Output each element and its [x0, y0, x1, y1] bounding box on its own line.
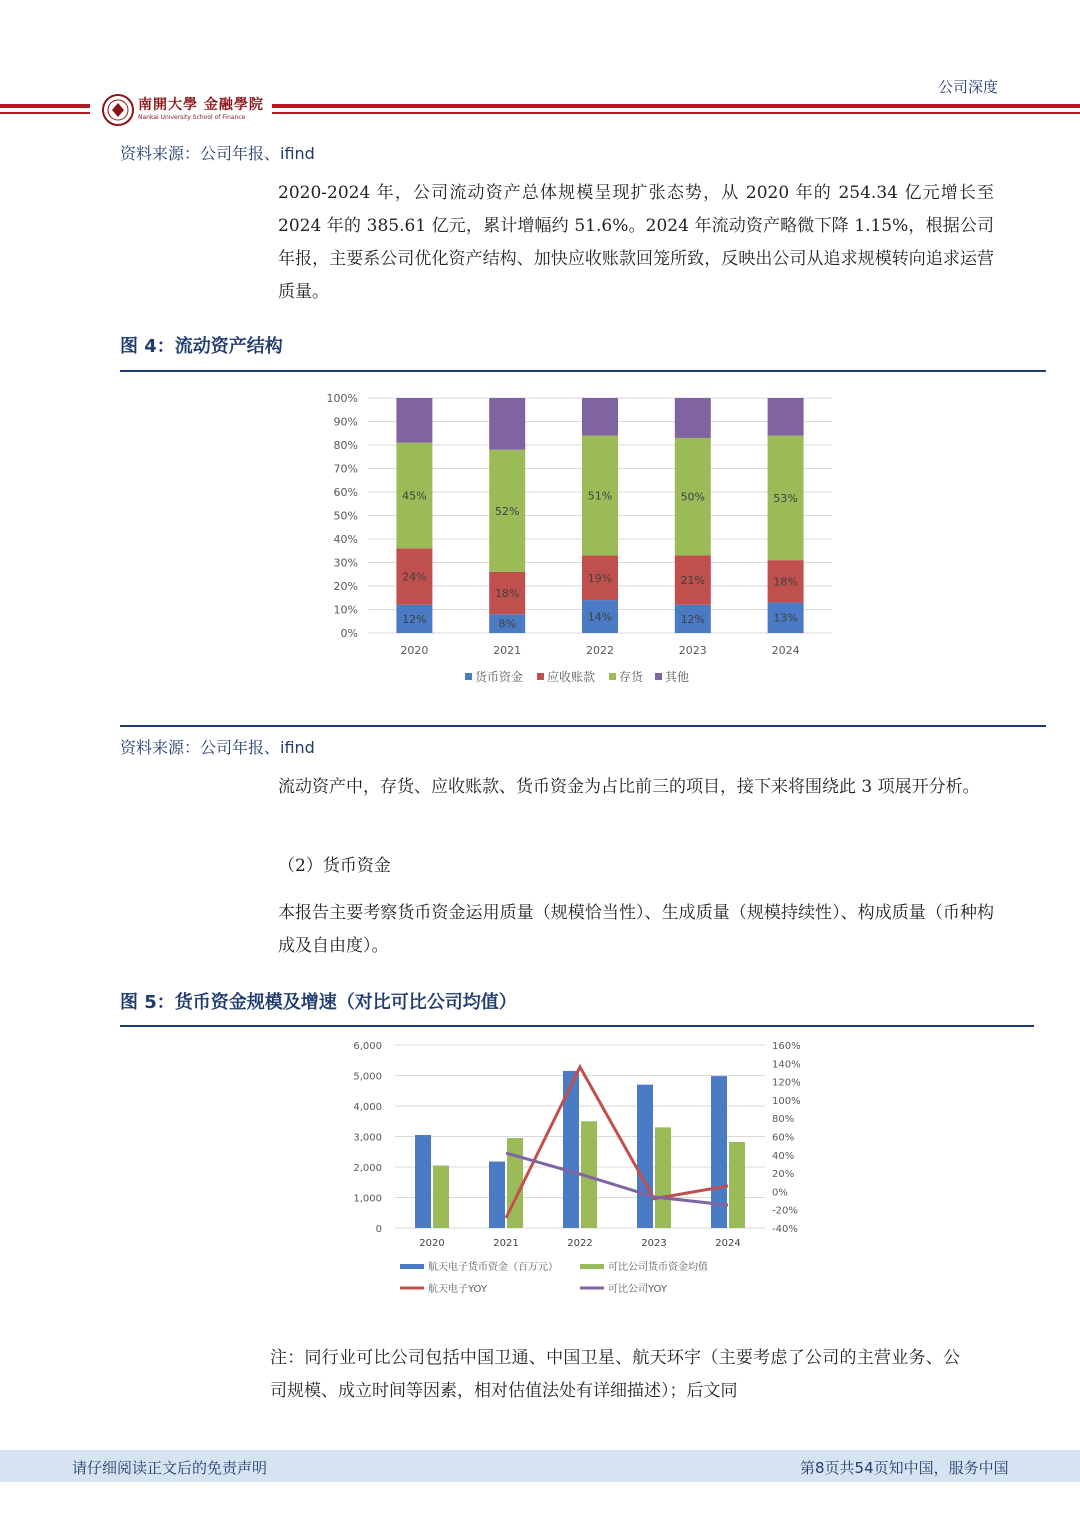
figure-top-rule	[120, 1025, 1034, 1027]
bar	[489, 1162, 505, 1228]
bar	[415, 1135, 431, 1228]
x-tick-label: 2023	[641, 1238, 667, 1249]
legend-label: 其他	[665, 670, 690, 684]
legend-swatch	[609, 673, 616, 680]
y-tick-label: 40%	[333, 533, 358, 546]
section-tag: 公司深度	[938, 78, 999, 96]
legend-label: 可比公司货币资金均值	[608, 1262, 708, 1273]
body-paragraph: 流动资产中，存货、应收账款、货币资金为占比前三的项目，接下来将围绕此 3 项展开分析。	[278, 777, 980, 797]
x-tick-label: 2023	[678, 644, 707, 657]
legend-label: 存货	[619, 670, 644, 684]
y-tick-label: 70%	[333, 462, 358, 476]
y-right-tick-label: -40%	[772, 1224, 798, 1235]
legend-label: 可比公司YOY	[608, 1284, 667, 1295]
data-label: 21%	[680, 574, 706, 588]
x-tick-label: 2022	[567, 1238, 593, 1249]
bar	[655, 1127, 671, 1228]
y-tick-label: 30%	[333, 556, 358, 570]
bar	[507, 1138, 523, 1228]
y-left-tick-label: 1,000	[353, 1193, 382, 1205]
y-right-tick-label: 40%	[772, 1150, 795, 1162]
bar	[637, 1085, 653, 1228]
logo-name: 南開大學 金融學院	[138, 97, 264, 113]
stacked-bar-chart	[300, 385, 860, 690]
y-left-tick-label: 2,000	[353, 1163, 382, 1174]
header-rule	[0, 112, 90, 114]
figure-bottom-rule	[120, 725, 1046, 727]
y-tick-label: 90%	[333, 415, 358, 429]
legend-label: 航天电子YOY	[428, 1284, 487, 1295]
data-label: 19%	[587, 571, 613, 585]
data-label: 45%	[402, 489, 427, 503]
y-tick-label: 20%	[333, 580, 358, 593]
legend-label: 应收账款	[547, 670, 596, 684]
data-label: 18%	[494, 587, 520, 601]
y-left-tick-label: 6,000	[353, 1041, 382, 1052]
university-seal-icon	[100, 92, 136, 128]
x-tick-label: 2020	[400, 644, 429, 657]
data-label: 24%	[402, 570, 427, 584]
y-right-tick-label: 120%	[772, 1077, 801, 1089]
disclaimer-link[interactable]: 请仔细阅读正文后的免责声明	[72, 1459, 268, 1477]
data-label: 14%	[587, 610, 613, 624]
body-subheading: （2）货币资金	[278, 856, 391, 876]
y-left-tick-label: 3,000	[353, 1132, 382, 1144]
x-tick-label: 2024	[771, 644, 800, 657]
data-label: 12%	[680, 612, 706, 626]
figure-top-rule	[120, 370, 1046, 372]
y-left-tick-label: 5,000	[353, 1071, 382, 1083]
x-tick-label: 2022	[586, 644, 614, 657]
body-paragraph: 2020-2024 年，公司流动资产总体规模呈现扩张态势，从 2020 年的 254.34 亿元增长至 2024 年的 385.61 亿元，累计增幅约 51.6%。2024 年流动资产略微下降 1.15%，根据公司年报，主要系公司优化资产结构、加快应收账款回笼所致，反映出公司从追求规模转向追求运营质量。	[278, 183, 994, 302]
bar-line-combo-chart	[340, 1035, 820, 1305]
bar-segment	[396, 398, 432, 443]
bar-segment	[768, 398, 804, 436]
header-rule	[272, 104, 1080, 108]
x-tick-label: 2021	[493, 644, 522, 657]
data-label: 50%	[680, 490, 706, 504]
bar	[729, 1142, 745, 1228]
legend-swatch	[580, 1264, 604, 1269]
y-left-tick-label: 0	[375, 1224, 382, 1235]
x-tick-label: 2024	[715, 1238, 741, 1249]
x-tick-label: 2021	[493, 1238, 519, 1249]
body-paragraph: 本报告主要考察货币资金运用质量（规模恰当性）、生成质量（规模持续性）、构成质量（币种构成及自由度）。	[278, 903, 994, 956]
legend-swatch	[465, 673, 472, 680]
y-tick-label: 100%	[326, 392, 358, 405]
source-note: 资料来源：公司年报、ifind	[120, 144, 315, 163]
data-label: 53%	[773, 491, 798, 505]
series-line	[506, 1067, 728, 1218]
bar-segment	[489, 398, 525, 450]
data-label: 13%	[773, 611, 798, 625]
y-right-tick-label: 60%	[772, 1132, 795, 1144]
header-rule	[0, 104, 90, 108]
figure-title: 图 5：货币资金规模及增速（对比可比公司均值）	[120, 992, 517, 1013]
bar-segment	[582, 398, 618, 436]
data-label: 8%	[498, 617, 516, 631]
y-right-tick-label: 0%	[772, 1187, 788, 1199]
y-left-tick-label: 4,000	[353, 1102, 382, 1113]
bar-segment	[675, 398, 711, 438]
data-label: 12%	[402, 612, 427, 626]
y-right-tick-label: 140%	[772, 1059, 801, 1071]
y-tick-label: 0%	[340, 627, 358, 640]
y-right-tick-label: 100%	[772, 1095, 801, 1107]
y-tick-label: 80%	[333, 439, 358, 452]
x-tick-label: 2020	[419, 1238, 445, 1249]
y-right-tick-label: -20%	[772, 1205, 798, 1217]
legend-label: 航天电子货币资金（百万元）	[428, 1262, 558, 1273]
y-tick-label: 10%	[333, 603, 358, 617]
logo-subtitle: Nankai University School of Finance	[138, 114, 246, 121]
figure-title: 图 4：流动资产结构	[120, 336, 283, 357]
y-right-tick-label: 80%	[772, 1114, 795, 1126]
legend-swatch	[400, 1264, 424, 1269]
data-label: 18%	[773, 575, 798, 589]
source-note: 资料来源：公司年报、ifind	[120, 738, 315, 757]
legend-swatch	[655, 673, 662, 680]
data-label: 51%	[587, 489, 613, 503]
y-right-tick-label: 20%	[772, 1169, 795, 1181]
footnote: 注：同行业可比公司包括中国卫通、中国卫星、航天环宇（主要考虑了公司的主营业务、公司规模、成立时间等因素，相对估值法处有详细描述）；后文同	[270, 1348, 960, 1401]
legend-swatch	[537, 673, 544, 680]
page-number: 第8页共54页知中国，服务中国	[800, 1459, 1009, 1477]
data-label: 52%	[494, 504, 520, 518]
y-tick-label: 50%	[333, 509, 358, 523]
legend-label: 货币资金	[475, 670, 524, 684]
header-rule	[272, 112, 1080, 114]
y-tick-label: 60%	[333, 486, 358, 499]
bar	[433, 1165, 449, 1228]
y-right-tick-label: 160%	[772, 1041, 801, 1052]
